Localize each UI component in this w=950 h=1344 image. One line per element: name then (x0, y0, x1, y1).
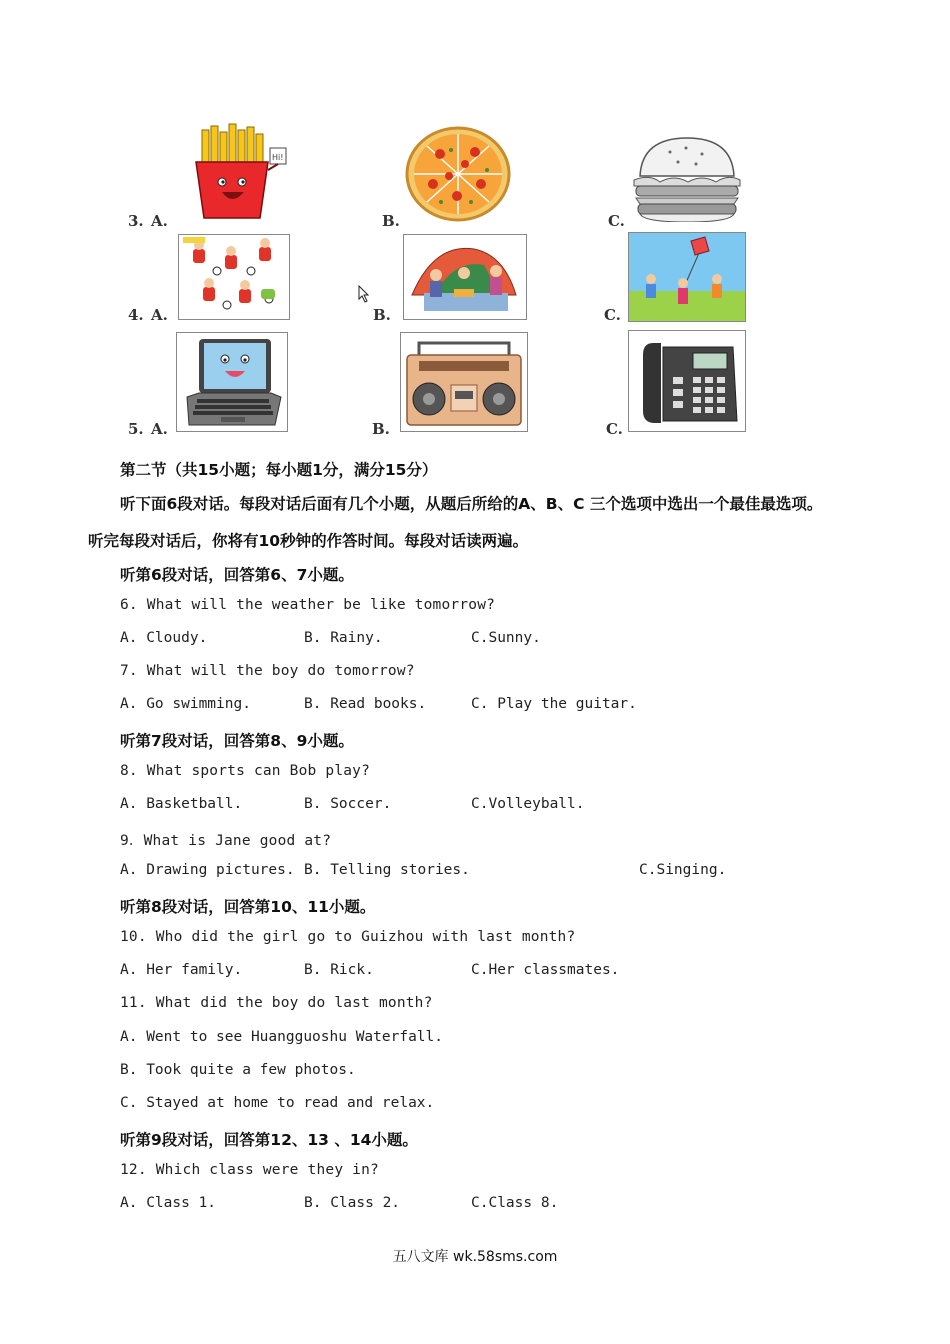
row4-label-b: B. (373, 306, 391, 324)
question-12: 12. Which class were they in? (120, 1162, 379, 1178)
kids-playing-soccer-icon (178, 234, 290, 320)
question-6: 6. What will the weather be like tomorrow? (120, 597, 496, 613)
group-heading-6: 听第6段对话，回答第6、7小题。 (120, 566, 354, 584)
laptop-computer-icon (176, 332, 288, 432)
section-instructions-line1: 听下面6段对话。每段对话后面有几个小题，从题后所给的A、B、C 三个选项中选出一个最佳最选项。 (120, 495, 823, 513)
q8-option-a: A. Basketball. (120, 796, 243, 812)
q10-option-a: A. Her family. (120, 962, 243, 978)
kids-flying-kite-icon (628, 232, 746, 322)
row3-number: 3. (128, 212, 144, 230)
svg-text:Hi!: Hi! (272, 153, 284, 162)
row5-label-a: A. (151, 420, 168, 438)
hamburger-icon (630, 134, 744, 222)
q10-option-c: C.Her classmates. (471, 962, 620, 978)
row4-label-a: A. (151, 306, 168, 324)
row4-number: 4. (128, 306, 144, 324)
q7-option-a: A. Go swimming. (120, 696, 251, 712)
q9-option-b: B. Telling stories. (304, 862, 470, 878)
mouse-cursor-icon (358, 285, 370, 303)
row4-label-c: C. (604, 306, 621, 324)
q7-option-c: C. Play the guitar. (471, 696, 637, 712)
question-9: 9．What is Jane good at? (120, 833, 332, 849)
section-heading: 第二节（共15小题；每小题1分，满分15分） (120, 461, 438, 479)
group-heading-8: 听第8段对话，回答第10、11小题。 (120, 898, 376, 916)
question-10: 10. Who did the girl go to Guizhou with last month? (120, 929, 576, 945)
q8-option-b: B. Soccer. (304, 796, 392, 812)
group-heading-7: 听第7段对话，回答第8、9小题。 (120, 732, 354, 750)
row5-label-b: B. (372, 420, 390, 438)
page-footer: 五八文库 wk.58sms.com (392, 1249, 558, 1265)
french-fries-icon (188, 122, 296, 222)
question-8: 8. What sports can Bob play? (120, 763, 371, 779)
q8-option-c: C.Volleyball. (471, 796, 585, 812)
q11-option-a: A. Went to see Huangguoshu Waterfall. (120, 1029, 444, 1045)
q12-option-a: A. Class 1. (120, 1195, 217, 1211)
q7-option-b: B. Read books. (304, 696, 427, 712)
q6-option-b: B. Rainy. (304, 630, 383, 646)
pizza-icon (405, 126, 511, 222)
row5-label-c: C. (606, 420, 623, 438)
telephone-icon (628, 330, 746, 432)
row5-number: 5. (128, 420, 144, 438)
q9-option-c: C.Singing. (639, 862, 727, 878)
q6-option-c: C.Sunny. (471, 630, 541, 646)
radio-icon (400, 332, 528, 432)
q6-option-a: A. Cloudy. (120, 630, 208, 646)
q11-option-b: B. Took quite a few photos. (120, 1062, 356, 1078)
q10-option-b: B. Rick. (304, 962, 374, 978)
row3-label-b: B. (382, 212, 400, 230)
q12-option-c: C.Class 8. (471, 1195, 559, 1211)
section-instructions-line2: 听完每段对话后，你将有10秒钟的作答时间。每段对话读两遍。 (88, 532, 529, 550)
q9-option-a: A. Drawing pictures. (120, 862, 295, 878)
row3-label-a: A. (151, 212, 168, 230)
family-picnic-icon (403, 234, 527, 320)
q11-option-c: C. Stayed at home to read and relax. (120, 1095, 435, 1111)
q12-option-b: B. Class 2. (304, 1195, 401, 1211)
question-7: 7. What will the boy do tomorrow? (120, 663, 415, 679)
group-heading-9: 听第9段对话，回答第12、13 、14小题。 (120, 1131, 418, 1149)
row3-label-c: C. (608, 212, 625, 230)
question-11: 11. What did the boy do last month? (120, 995, 433, 1011)
